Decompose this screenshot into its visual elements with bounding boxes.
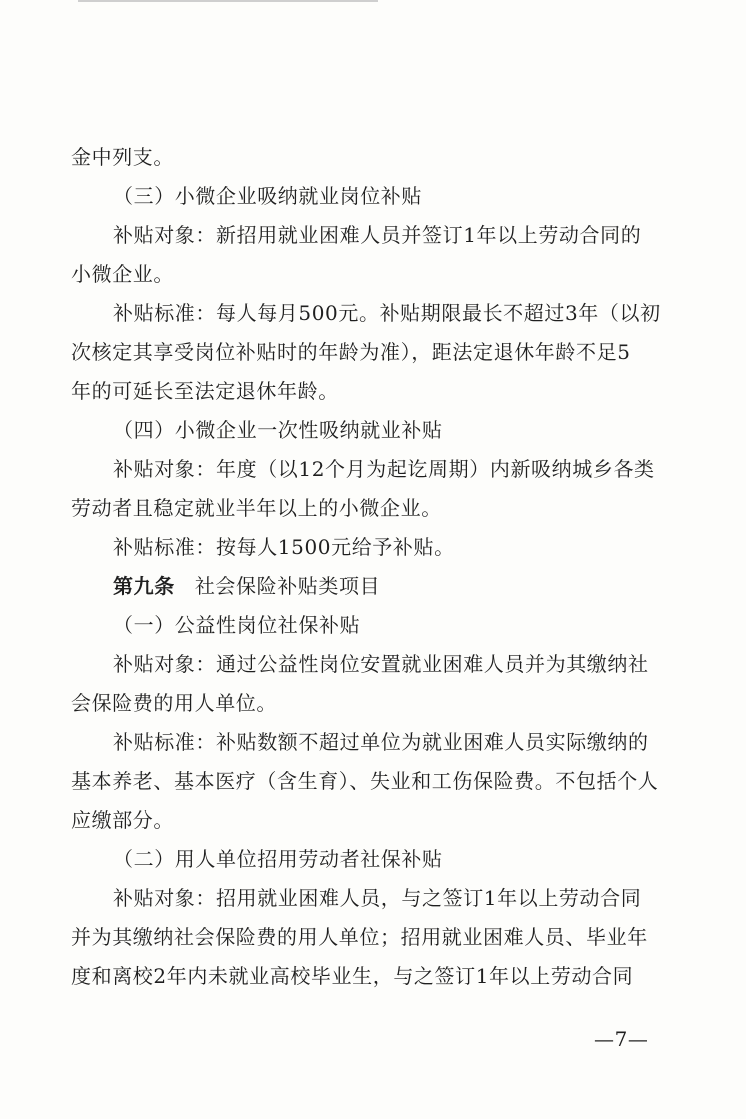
text-line: 年的可延长至法定退休年龄。 [71,379,339,403]
section-heading: （三）小微企业吸纳就业岗位补贴 [113,184,422,208]
text-line: 小微企业。 [71,262,174,286]
text-line: 补贴标准：按每人1500元给予补贴。 [113,535,455,559]
text-line: 次核定其享受岗位补贴时的年龄为准），距法定退休年龄不足5 [71,340,631,364]
section-heading: （二）用人单位招用劳动者社保补贴 [113,847,443,871]
text-line: 基本养老、基本医疗（含生育）、失业和工伤保险费。不包括个人 [71,769,659,793]
section-heading: （一）公益性岗位社保补贴 [113,613,361,637]
text-line: 补贴对象：招用就业困难人员，与之签订1年以上劳动合同 [113,886,642,910]
text-line: 会保险费的用人单位。 [71,691,277,715]
text-line: 应缴部分。 [71,808,174,832]
article-title: 社会保险补贴类项目 [194,574,381,598]
document-body [71,138,671,996]
text-line: 并为其缴纳社会保险费的用人单位；招用就业困难人员、毕业年 [71,925,648,949]
text-line: 补贴对象：新招用就业困难人员并签订1年以上劳动合同的 [113,223,642,247]
section-heading: （四）小微企业一次性吸纳就业补贴 [113,418,443,442]
text-line: 补贴对象：通过公益性岗位安置就业困难人员并为其缴纳社 [113,652,649,676]
top-edge-rule [78,0,378,2]
article-label: 第九条 [113,574,175,598]
page-number: —7— [594,1027,649,1051]
text-line: 劳动者且稳定就业半年以上的小微企业。 [71,496,442,520]
text-line: 补贴标准：每人每月500元。补贴期限最长不超过3年（以初 [113,301,661,325]
text-line: 补贴标准：补贴数额不超过单位为就业困难人员实际缴纳的 [113,730,649,754]
text-line: 补贴对象：年度（以12个月为起讫周期）内新吸纳城乡各类 [113,457,655,481]
text-line: 度和离校2年内未就业高校毕业生，与之签订1年以上劳动合同 [71,964,634,988]
text-line: 金中列支。 [71,145,174,169]
article-heading [71,567,671,606]
